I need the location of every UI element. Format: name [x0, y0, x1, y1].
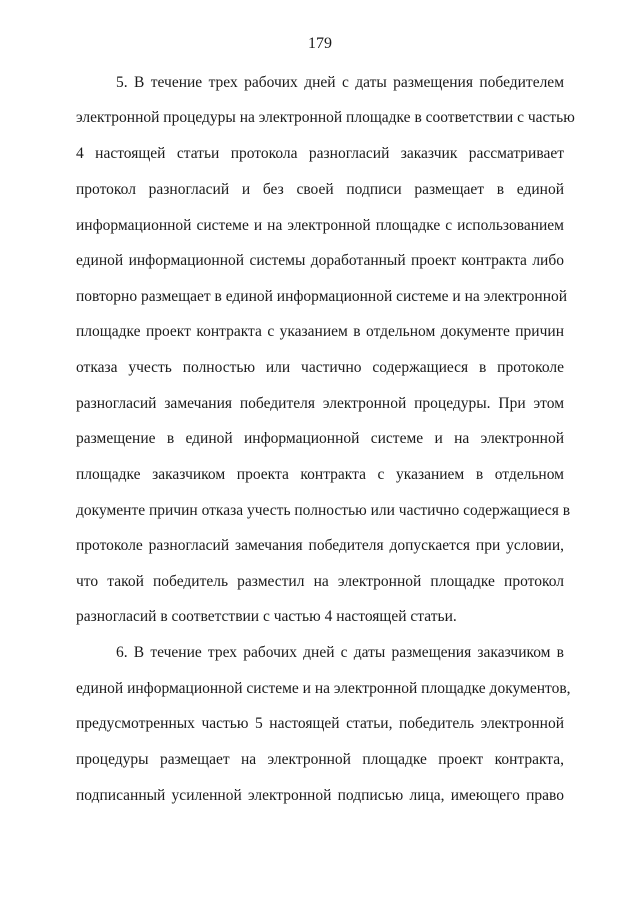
paragraph-6-line-3: предусмотренных частью 5 настоящей статьи, победитель электронной [76, 715, 564, 732]
paragraph-5-line-7: повторно размещает в единой информационной системе и на электронной [76, 288, 568, 305]
paragraph-5-line-8: площадке проект контракта с указанием в отдельном документе причин [76, 323, 564, 340]
paragraph-5-line-9: отказа учесть полностью или частично содержащиеся в протоколе [76, 359, 564, 376]
paragraph-5-line-10: разногласий замечания победителя электронной процедуры. При этом [76, 395, 564, 412]
paragraph-5-line-3: 4 настоящей статьи протокола разногласий заказчик рассматривает [76, 145, 564, 162]
paragraph-5-line-4: протокол разногласий и без своей подписи размещает в единой [76, 181, 564, 198]
paragraph-5-line-12: площадке заказчиком проекта контракта с указанием в отдельном [76, 466, 564, 483]
paragraph-5-line-13: документе причин отказа учесть полностью или частично содержащиеся в [76, 502, 571, 519]
paragraph-5-line-1: 5. В течение трех рабочих дней с даты размещения победителем [116, 74, 564, 91]
page-number: 179 [308, 35, 332, 52]
paragraph-5-line-14: протоколе разногласий замечания победителя допускается при условии, [76, 537, 564, 554]
paragraph-6-line-5: подписанный усиленной электронной подписью лица, имеющего право [76, 787, 564, 804]
paragraph-6-line-1: 6. В течение трех рабочих дней с даты размещения заказчиком в [116, 644, 564, 661]
paragraph-5-line-5: информационной системе и на электронной площадке с использованием [76, 217, 564, 234]
paragraph-5-line-15: что такой победитель разместил на электронной площадке протокол [76, 573, 564, 590]
paragraph-5-line-6: единой информационной системы доработанный проект контракта либо [76, 252, 564, 269]
paragraph-6-line-4: процедуры размещает на электронной площадке проект контракта, [76, 751, 564, 768]
paragraph-5-line-2: электронной процедуры на электронной площадке в соответствии с частью [76, 109, 575, 126]
paragraph-5-line-16: разногласий в соответствии с частью 4 настоящей статьи. [76, 608, 457, 625]
paragraph-6-line-2: единой информационной системе и на электронной площадке документов, [76, 680, 571, 697]
paragraph-5-line-11: размещение в единой информационной системе и на электронной [76, 430, 564, 447]
